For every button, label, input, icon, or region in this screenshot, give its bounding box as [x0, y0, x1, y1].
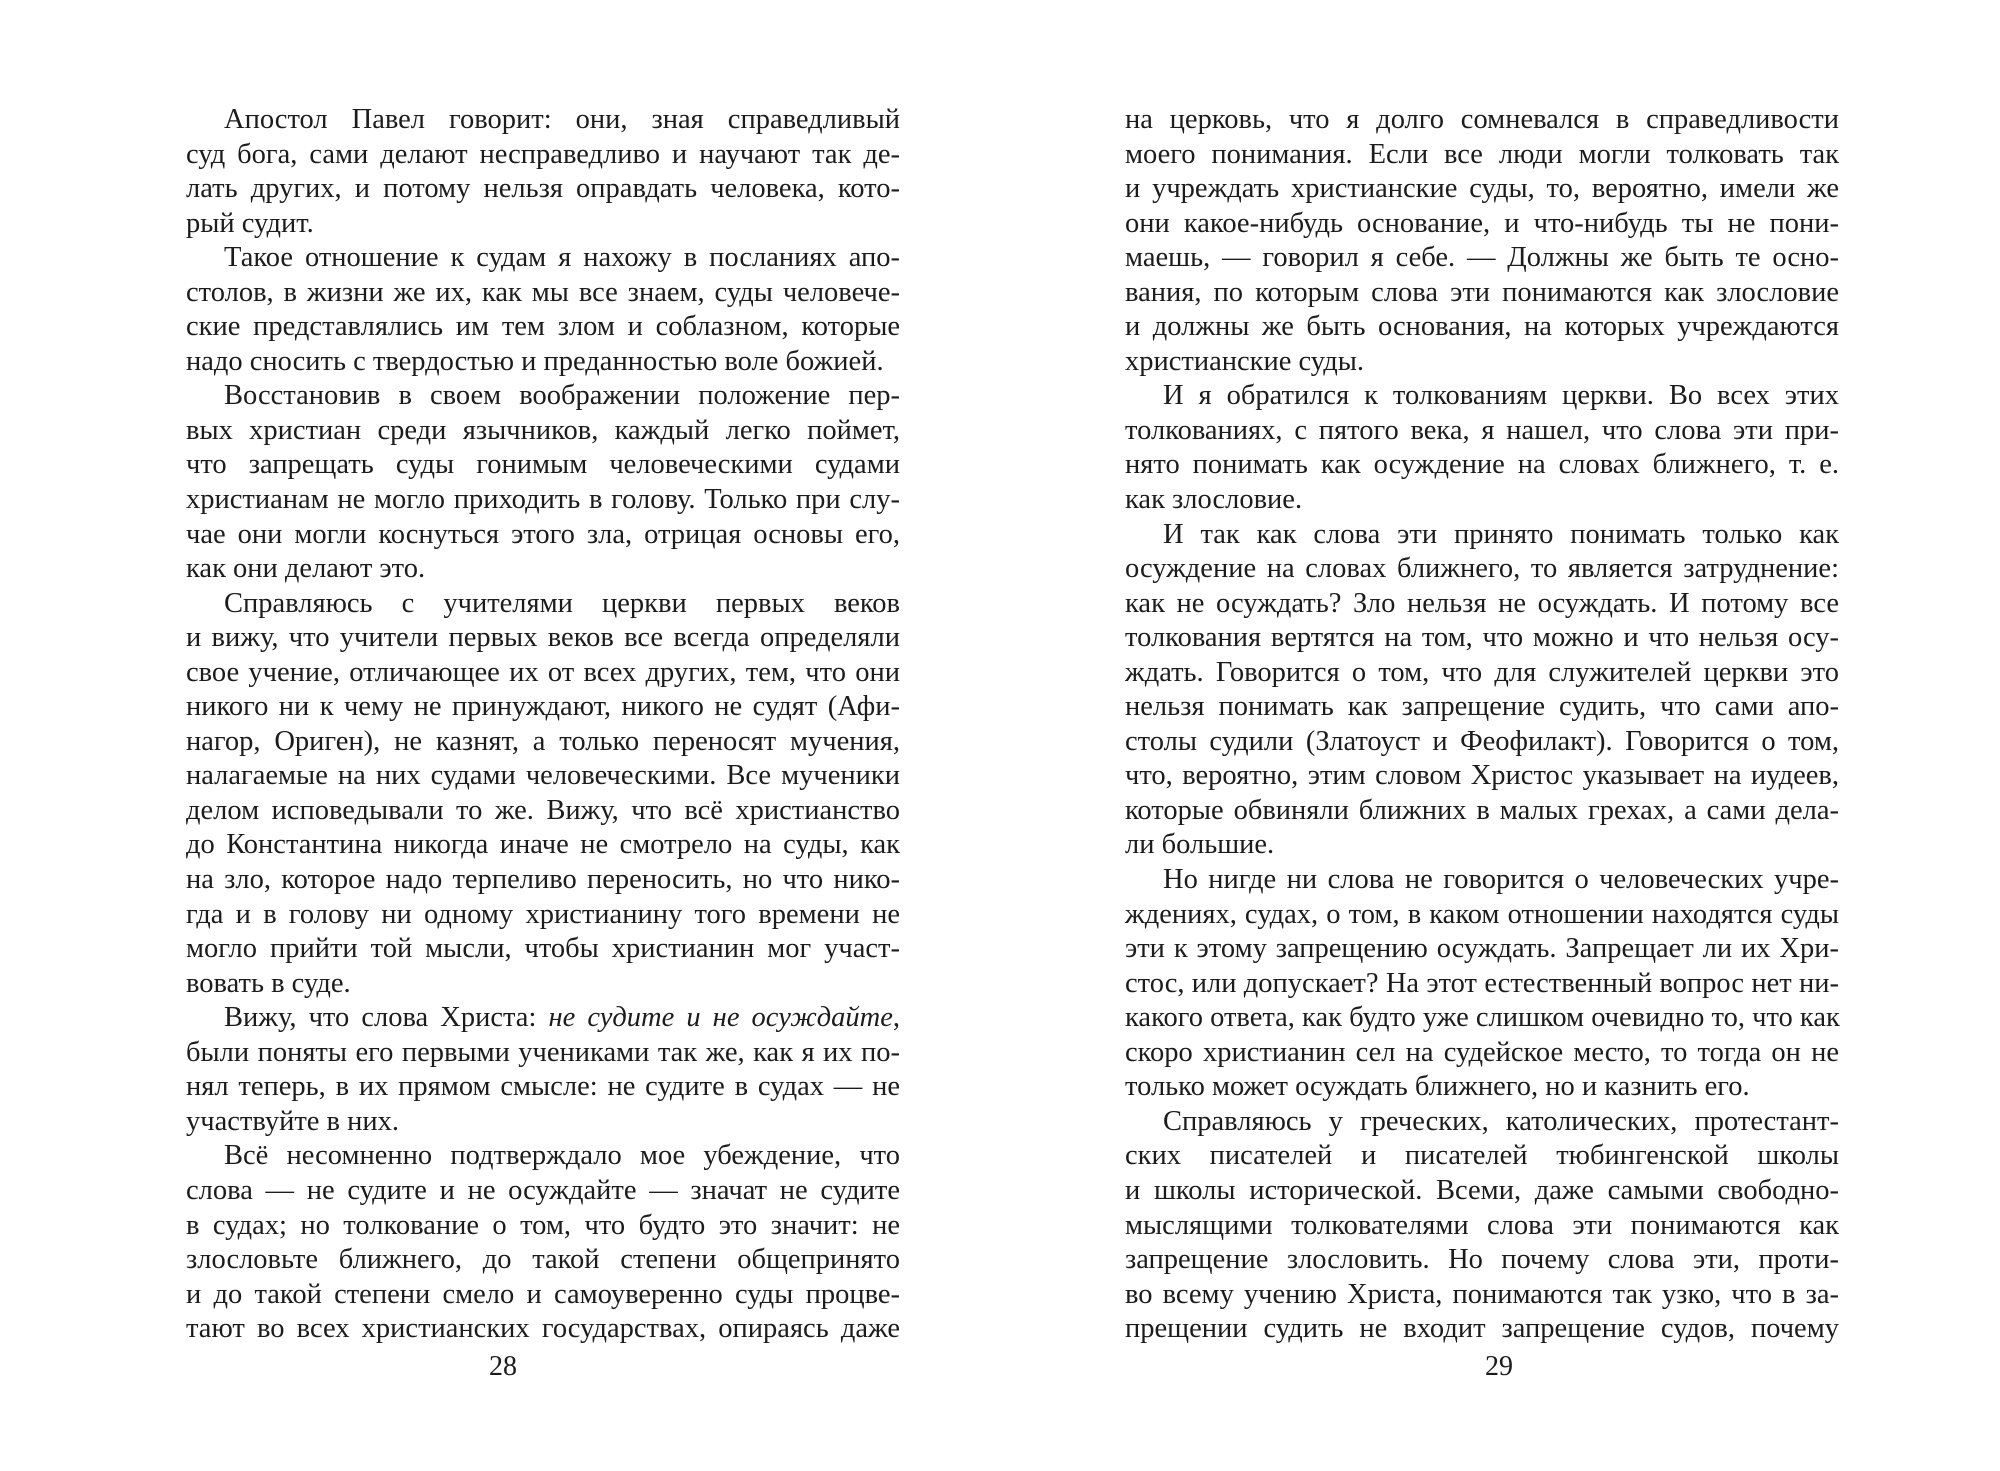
text-line: которые обвиняли ближних в малых грехах, а сами дела- [1125, 794, 1839, 826]
text-line: тают во всех христианских государствах, опираясь даже [186, 1313, 900, 1345]
text-line: ли большие. [1125, 829, 1275, 861]
text-line: запрещение злословить. Но почему слова эти, проти- [1125, 1244, 1839, 1276]
text-line: христианам не могло приходить в голову. Только при слу- [186, 484, 900, 516]
text-line: столы судили (Златоуст и Феофилакт). Говорится о том, [1125, 725, 1839, 757]
right-page [1000, 0, 2000, 1471]
text-line: нельзя понимать как запрещение судить, что сами апо- [1125, 691, 1839, 723]
text-line: ские представлялись им тем злом и соблазном, которые [186, 311, 900, 343]
text-line: Но нигде ни слова не говорится о человеческих учре- [1163, 864, 1839, 896]
text-line: могло прийти той мысли, чтобы христианин мог участ- [186, 933, 900, 965]
text-line: ских писателей и писателей тюбингенской школы [1125, 1140, 1839, 1172]
text-line: нагор, Ориген), не казнят, а только переносят мучения, [186, 725, 900, 757]
right-page-number: 29 [1485, 1351, 1513, 1382]
text-line: в судах; но толкование о том, что будто это значит: не [186, 1209, 900, 1241]
text-line: как злословие. [1125, 484, 1303, 516]
text-line: И я обратился к толкованиям церкви. Во всех этих [1163, 380, 1839, 412]
text-line: христианские суды. [1125, 345, 1365, 377]
italic-quote: не судите и не осуждайте [548, 1002, 893, 1034]
left-page-number: 28 [489, 1351, 517, 1382]
text-line: вовать в суде. [186, 967, 351, 999]
line-segment: , [892, 1002, 900, 1034]
text-line: столов, в жизни же их, как мы все знаем, суды человече- [186, 276, 900, 308]
line-segment: Вижу, что слова Христа: [224, 1002, 549, 1034]
text-line: они какое-нибудь основание, и что-нибудь ты не пони- [1125, 207, 1839, 239]
text-line: вых христиан среди язычников, каждый легко поймет, [186, 414, 900, 446]
text-line: эти к этому запрещению осуждать. Запрещает ли их Хри- [1125, 933, 1839, 965]
text-line: толкованиях, с пятого века, я нашел, что слова эти при- [1125, 414, 1839, 446]
text-line: Справляюсь у греческих, католических, протестант- [1163, 1105, 1839, 1137]
text-line: какого ответа, как будто уже слишком очевидно то, что как [1125, 1002, 1840, 1034]
text-line: рый судит. [186, 207, 314, 239]
text-line: злословьте ближнего, до такой степени общепринято [186, 1244, 900, 1276]
text-line: никого ни к чему не принуждают, никого не судят (Афи- [186, 691, 900, 723]
left-page-text [186, 103, 900, 1347]
text-line: только может осуждать ближнего, но и казнить его. [1125, 1071, 1750, 1103]
text-line: Восстановив в своем воображении положение пер- [224, 380, 900, 412]
text-line: участвуйте в них. [186, 1105, 400, 1137]
text-line: моего понимания. Если все люди могли толковать так [1125, 138, 1839, 170]
text-line: и школы исторической. Всеми, даже самыми свободно- [1125, 1174, 1839, 1206]
text-line: маешь, — говорил я себе. — Должны же быть те осно- [1125, 242, 1839, 274]
text-line: толкования вертятся на том, что можно и что нельзя осу- [1125, 622, 1839, 654]
text-line: И так как слова эти принято понимать только как [1163, 518, 1839, 550]
text-line: что запрещать суды гонимым человеческими судами [186, 449, 900, 481]
text-line: слова — не судите и не осуждайте — значат не судите [186, 1174, 900, 1206]
text-line: стос, или допускает? На этот естественный вопрос нет ни- [1125, 967, 1839, 999]
text-line: суд бога, сами делают несправедливо и научают так де- [186, 138, 900, 170]
text-line: как не осуждать? Зло нельзя не осуждать. И потому все [1125, 587, 1839, 619]
text-line: осуждение на словах ближнего, то является затруднение: [1125, 553, 1839, 585]
text-line: ждениях, судах, о том, в каком отношении находятся суды [1125, 898, 1839, 930]
text-line: делом исповедывали то же. Вижу, что всё христианство [186, 794, 900, 826]
text-line: налагаемые на них судами человеческими. Все мученики [186, 760, 900, 792]
text-line: прещении судить не входит запрещение судов, почему [1125, 1313, 1839, 1345]
text-line: до Константина никогда иначе не смотрело на суды, как [186, 829, 900, 861]
text-line: Справляюсь с учителями церкви первых веков [224, 587, 900, 619]
text-line: надо сносить с твердостью и преданностью воле божией. [186, 345, 884, 377]
text-line: что, вероятно, этим словом Христос указывает на иудеев, [1125, 760, 1839, 792]
text-line: лать других, и потому нельзя оправдать человека, кото- [186, 173, 900, 205]
right-page-text [1125, 103, 1839, 1347]
text-line: мыслящими толкователями слова эти понимаются как [1125, 1209, 1839, 1241]
text-line: вания, по которым слова эти понимаются как злословие [1125, 276, 1839, 308]
text-line: на церковь, что я долго сомневался в справедливости [1125, 104, 1839, 135]
text-line: во всему учению Христа, понимаются так узко, что в за- [1125, 1278, 1839, 1310]
text-line [186, 1001, 900, 1036]
text-line: на зло, которое надо терпеливо переносить, но что нико- [186, 864, 900, 896]
text-line: были поняты его первыми учениками так же, как я их по- [186, 1036, 900, 1068]
text-line: Такое отношение к судам я нахожу в посланиях апо- [224, 242, 900, 274]
text-line: и вижу, что учители первых веков все всегда определяли [186, 622, 900, 654]
text-line: гда и в голову ни одному христианину того времени не [186, 898, 900, 930]
text-line: ждать. Говорится о том, что для служителей церкви это [1125, 656, 1839, 688]
text-line: и должны же быть основания, на которых учреждаются [1125, 311, 1839, 343]
text-line: скоро христианин сел на судейское место, то тогда он не [1125, 1036, 1839, 1068]
text-line: свое учение, отличающее их от всех других, тем, что они [186, 656, 900, 688]
text-line: чае они могли коснуться этого зла, отрицая основы его, [186, 518, 900, 550]
text-line: нял теперь, в их прямом смысле: не судите в судах — не [186, 1071, 900, 1103]
text-line: нято понимать как осуждение на словах ближнего, т. е. [1125, 449, 1839, 481]
text-line: Всё несомненно подтверждало мое убеждение, что [224, 1140, 900, 1172]
text-line: и до такой степени смело и самоуверенно суды процве- [186, 1278, 900, 1310]
text-line: и учреждать христианские суды, то, вероятно, имели же [1125, 173, 1839, 205]
text-line: как они делают это. [186, 553, 426, 585]
text-line: Апостол Павел говорит: они, зная справедливый [224, 104, 900, 135]
